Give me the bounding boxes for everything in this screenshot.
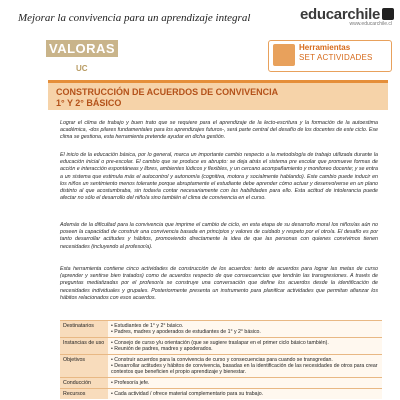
- row-label: Conducción: [60, 378, 108, 389]
- row-label: Objetivos: [60, 355, 108, 378]
- row-value: • Consejo de curso y/u orientación (que se sugiere traslapar en el primer ciclo básico también). • Reunión de padres, madres y apoderados.: [108, 338, 382, 355]
- row-item: Cada actividad / ofrece material complementario para su trabajo.: [114, 391, 264, 397]
- tagline: Mejorar la convivencia para un aprendizaje integral: [18, 12, 251, 24]
- toolbox-icon: [273, 44, 295, 66]
- info-table: [60, 320, 382, 399]
- row-item: Profesor/a jefe.: [114, 380, 150, 386]
- educarchile-logo[interactable]: [300, 6, 392, 34]
- row-value: • Cada actividad / ofrece material complementario para su trabajo.: [108, 389, 382, 400]
- table-row: [60, 338, 382, 355]
- paragraph-2: El inicio de la educación básica, por lo general, marca un importante cambio respecto a la metodología de trabajo utilizada durante la educación inicial o pre-escolar. El cambio que se produce es abrupto: se deja atrás el sistema pre escolar que promueve formas de acción e interacción espontáneas y libres, ambientes lúdicos y flexibles, y un cercano acompañamiento y monitoreo docente; y se entra a un sistema que estimula más el autocontrol y autonomía (cognitiva, motora y socialmente hablando). Este cambio puede inducir en los niños un sentimiento menos tolerante porque abruptamente el estudiante debe aprender cómo actuar y desenvolverse en un plano distinto al que acostumbraba, sin todavía contar necesariamente con las habilidades para ello. Esta actitud de intolerancia puede afectar no sólo el desarrollo del niño/a sino también el clima de convivencia en el curso.: [60, 152, 378, 202]
- row-value: • Construir acuerdos para la convivencia de curso y consecuencias para cuando se transgredan. • Desarrollar actitudes y hábitos de convivencia, basadas en la identificación de las necesidades de otros para crear contextos que beneficien el propio aprendizaje y bienestar.: [108, 355, 382, 378]
- row-label: Instancias de uso: [60, 338, 108, 355]
- row-item: Padres, madres y apoderados de estudiantes de 1° y 2° básico.: [114, 329, 261, 335]
- table-row: [60, 355, 382, 378]
- row-item: Consejo de curso y/u orientación (que se sugiere traslapar en el primer ciclo básico también).: [114, 340, 329, 346]
- table-row: [60, 378, 382, 389]
- row-value: • Profesor/a jefe.: [108, 378, 382, 389]
- valoras-wordmark: VALORAS: [46, 40, 118, 57]
- table-row: [60, 389, 382, 400]
- row-item: Construir acuerdos para la convivencia de curso y consecuencias para cuando se transgredan.: [114, 357, 333, 363]
- row-label: Destinatarios: [60, 321, 108, 338]
- table-row: [60, 321, 382, 338]
- educarchile-wordmark: educarchile: [300, 6, 381, 23]
- paragraph-1: Lograr el clima de trabajo y buen trato que se requiere para el aprendizaje de la lecto-escritura y la formación de la autoestima académica, -dos pilares fundamentales para los aprendizajes futuros-, será parte central del desafío de los docentes de este ciclo. Ese clima se gestiona, esta herramienta pretende ayudar en dicha gestión.: [60, 120, 378, 141]
- title-banner: [48, 80, 388, 110]
- row-item: Reunión de padres, madres y apoderados.: [114, 346, 213, 352]
- row-item: Desarrollar actitudes y hábitos de convivencia, basadas en la identificación de las necesidades de otros para crear contextos que beneficien el propio aprendizaje y bienestar.: [111, 363, 378, 375]
- valoras-logo: [46, 40, 116, 73]
- educarchile-url: www.educarchile.cl: [349, 21, 392, 27]
- paragraph-3: Además de la dificultad para la convivencia que imprime el cambio de ciclo, en esta etapa de su desarrollo moral los niños/as aún no poseen la capacidad de construir una convivencia basada en principios y valores de cuidado y respeto por el otro/a. El desafío es por tanto desarrollar actitudes y hábitos, promoviendo directamente la idea de que las personas con quienes convivimos tienen necesidades (incluyendo al profesor/a).: [60, 222, 378, 250]
- tools-badge: [268, 40, 392, 72]
- tools-badge-title: Herramientas: [299, 43, 351, 52]
- paragraph-4: Esta herramienta contiene cinco actividades de construcción de los acuerdos: tanto de acuerdos para lograr las metas de curso (aprender y sentirse bien tratados) como de acuerdos respecto de que consecuencias que tendrán las transgresiones. A través de preguntas mediatizadas por el profesor/a se construye una conversación que define los acuerdos desde la identificación de necesidades individuales y grupales. Posteriormente presenta un instrumento para planificar actividades que permitan afianzar los hábitos relacionados con esos acuerdos.: [60, 266, 378, 301]
- row-label: Recursos: [60, 389, 108, 400]
- tools-badge-subtitle: SET ACTIVIDADES: [299, 53, 373, 62]
- page-subtitle: 1° Y 2° BÁSICO: [56, 98, 122, 108]
- page-title: CONSTRUCCIÓN DE ACUERDOS DE CONVIVENCIA: [56, 87, 279, 97]
- valoras-sub: UC: [76, 64, 88, 73]
- row-item: Estudiantes de 1° y 2° básico.: [114, 323, 184, 329]
- row-value: • Estudiantes de 1° y 2° básico. • Padres, madres y apoderados de estudiantes de 1° y 2° básico.: [108, 321, 382, 338]
- flag-icon: [382, 8, 394, 20]
